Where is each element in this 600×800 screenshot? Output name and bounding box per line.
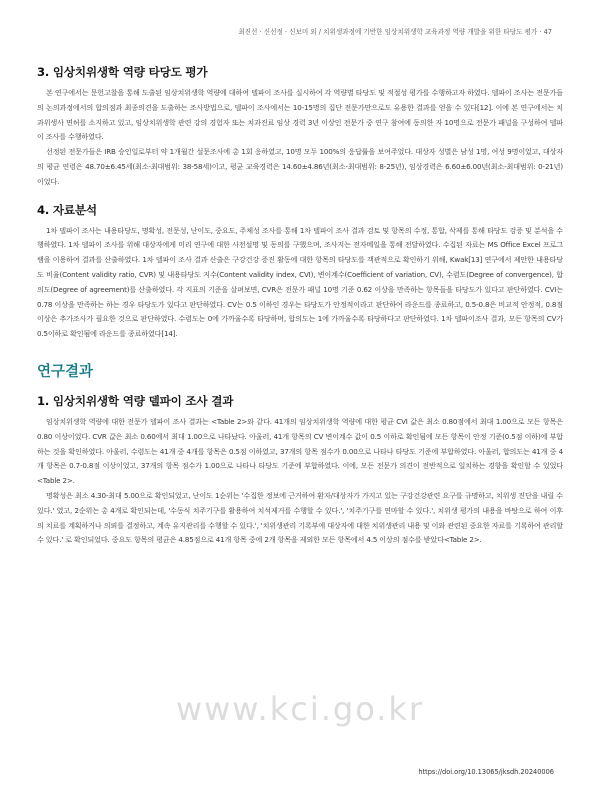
- running-header: 최진선 · 신선정 · 신보미 외 / 치위생과정에 기반한 임상치위생학 교육과정 역량 개발을 위한 타당도 평가 · 47: [238, 28, 552, 36]
- paragraph: 1차 델파이 조사는 내용타당도, 명확성, 전문성, 난이도, 중요도, 주체성 조사를 통해 1차 델파이 조사 결과 검토 및 항목의 수정, 통합, 삭제를 통해 타당도 검증 및 분석을 수행하였다. 1차 델파이 조사를 위해 대상자에게 미리 연구에 대한 사전설명 및 동의를 구했으며, 조사지는 전자메일을 통해 전달하였다. 수집된 자료는 MS Office Excel 프로그램을 이용하여 결과를 산출하였다. 1차 델파이 조사 결과 산출은 구강건강 증진 활동에 대한 항목의 타당도를 객관적으로 확인하기 위해, Kwak[13] 연구에서 제안한 내용타당도 비율(Content validity ratio, CVR) 및 내용타당도 지수(Content validity index, CVI), 변이계수(Coefficient of variation, CV), 수렴도(Degree of convergence), 합의도(Degree of agreement)를 산출하였다. 각 지표의 기준을 살펴보면, CVR은 전문가 패널 10명 기준 0.62 이상을 만족하는 항목들을 타당도가 있다고 판단하였다. CVI는 0.78 이상을 만족하는 하는 경우 타당도가 있다고 판단하였다. CV는 0.5 이하인 경우는 타당도가 안정적이라고 판단하여 라운드를 종료하고, 0.5-0.8은 비교적 안정적, 0.8점 이상은 추가조사가 필요한 것으로 판단하였다. 수렴도는 0에 가까울수록 타당하며, 합의도는 1에 가까울수록 타당하다고 판단하였다. 1차 델파이조사 결과, 모든 항목의 CV가 0.5이하로 확인됨에 라운드를 종료하였다[14].: [37, 225, 563, 339]
- doi-link[interactable]: https://doi.org/10.13065/jksdh.20240006: [418, 768, 554, 776]
- section-heading-data-analysis: 4. 자료분석: [37, 202, 97, 217]
- results-heading: 연구결과: [37, 363, 94, 380]
- paragraph: 임상치위생학 역량에 대한 전문가 델파이 조사 결과는 <Table 2>와 같다. 41개의 임상치위생학 역량에 대한 평균 CVI 값은 최소 0.80점에서 최대 1.00으로 모든 항목은 0.80 이상이었다. CVR 값은 최소 0.60에서 최대 1.00으로 나타났다. 아울러, 41개 항목의 CV 변이계수 값이 0.5 이하로 확인됨에 모든 항목이 안정 기준(0.5점 이하)에 부합하는 것을 확인하였다. 아울러, 수렴도는 41개 중 4개를 항목은 0.5점 이하였고, 37개의 항목 점수가 0.00으로 나타나 타당도 기준에 부합하였다. 아울러, 합의도는 41개 중 4개 항목은 0.7-0.8점 이상이었고, 37개의 항목 점수가 1.00으로 나타나 타당도 기준에 부합하였다. 이에, 모든 전문가 의견이 전반적으로 일치하는 경향을 확인할 수 있었다<Table 2>.: [37, 416, 563, 486]
- paragraph: 본 연구에서는 문헌고찰을 통해 도출된 임상치위생학 역량에 대하여 델파이 조사를 실시하여 각 역량별 타당도 및 적절성 평가를 수행하고자 하였다. 델파이 조사는 전문가들의 논의과정에서의 합의점과 최종의견을 도출하는 조사방법으로, 델파이 조사에서는 10-15명의 집단 전문가만으로도 유용한 결과를 얻을 수 있다[12]. 이에 본 연구에서는 치과위생사 면허를 소지하고 있고, 임상치위생학 관련 강의 경험자 또는 치과진료 임상 경력 3년 이상인 전문가 중 연구 참여에 동의한 자 10명으로 전문가 패널을 구성하여 델파이 조사를 수행하였다.: [37, 88, 563, 142]
- watermark: www.kci.go.kr: [175, 690, 425, 728]
- article-body: [37, 64, 563, 548]
- paragraph: 선정된 전문가들은 IRB 승인일로부터 약 1개월간 설문조사에 총 1회 응하였고, 10명 모두 100%의 응답률을 보여주었다. 대상자 성별은 남성 1명, 여성 9명이었고, 대상자의 평균 연령은 48.70±6.45세(최소-최대범위: 38-58세)이고, 평균 교육경력은 14.60±4.86년(최소-최대범위: 8-25년), 임상경력은 6.60±6.00년(최소-최대범위: 0-21년)이었다.: [37, 147, 563, 186]
- section-heading-delphi-results: 1. 임상치위생학 역량 델파이 조사 결과: [37, 393, 234, 408]
- paragraph: 명확성은 최소 4.30-최대 5.00으로 확인되었고, 난이도 1순위는 '수집한 정보에 근거하여 환자/대상자가 가지고 있는 구강건강관련 요구를 규명하고, 치위생 진단을 내릴 수 있다.' 였고, 2순위는 총 4개로 확인되는데, '수동식 치주기구를 활용하여 치석제거를 수행할 수 있다.', '치주기구를 연마할 수 있다.', 치위생 평가의 내용을 바탕으로 하여 이후의 치료를 계획하거나 의뢰를 결정하고, 계속 유지관리를 수행할 수 있다.', '치위생관리 기록부에 대상자에 대한 치위생관리 내용 및 이와 관련된 중요한 자료를 기록하여 관리할 수 있다.' 로 확인되었다. 중요도 항목의 평균은 4.85점으로 41개 항목 중에 2개 항목을 제외한 모든 항목에서 4.5 이상의 점수를 받았다<Table 2>.: [37, 490, 563, 545]
- section-heading-validity-evaluation: 3. 임상치위생학 역량 타당도 평가: [37, 65, 208, 79]
